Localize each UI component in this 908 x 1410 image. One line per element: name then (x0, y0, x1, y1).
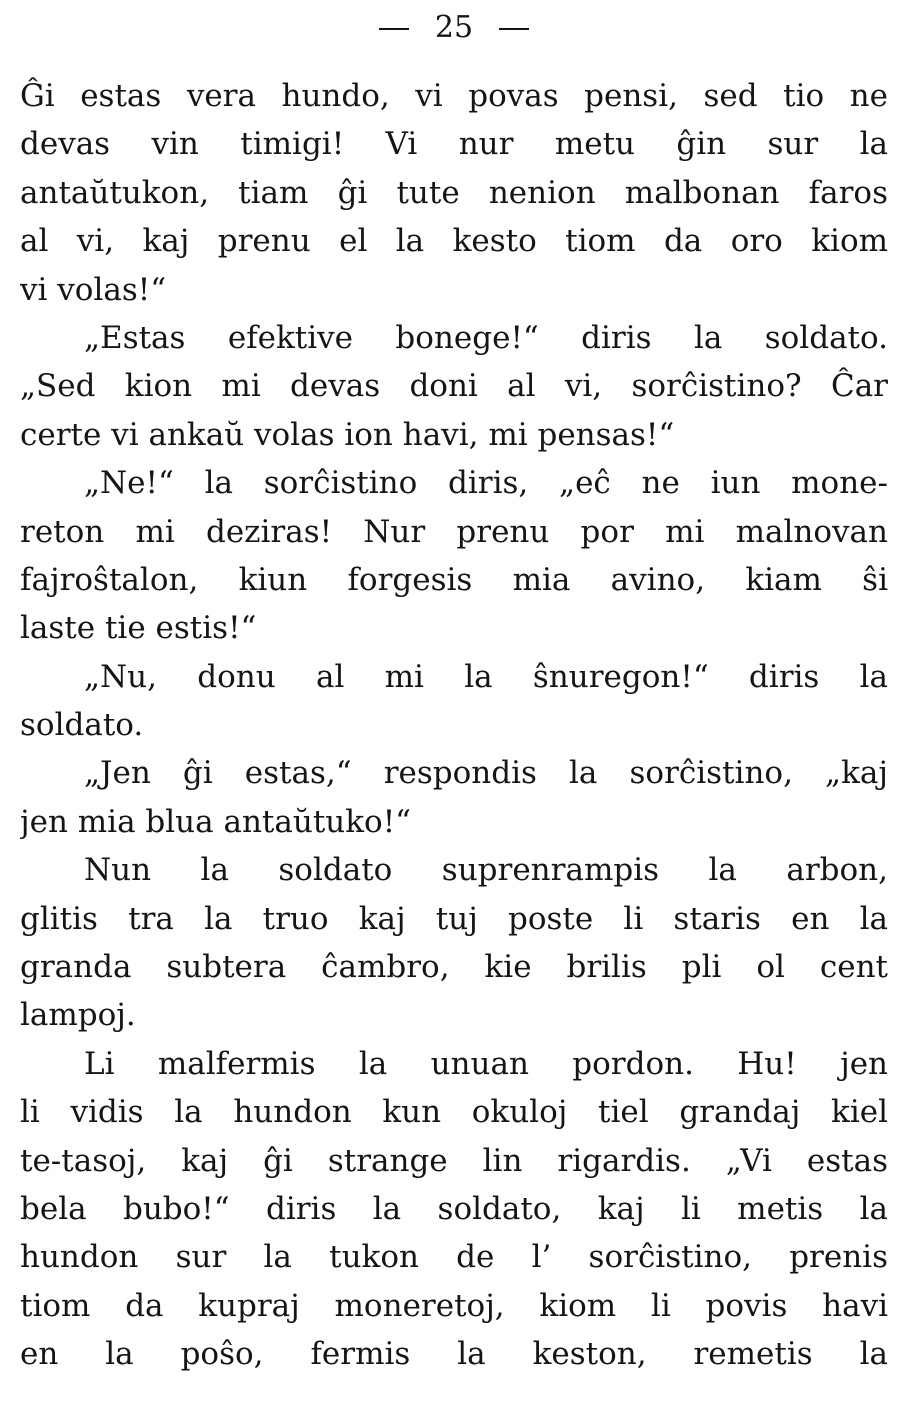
text-line: glitis tra la truo kaj tuj poste li staris en la (20, 900, 888, 937)
text-line: hundon sur la tukon de l’ sorĉistino, prenis (20, 1239, 888, 1276)
header-dash-right (499, 28, 529, 30)
text-line: Li malfermis la unuan pordon. Hu! jen (84, 1045, 888, 1082)
text-line: granda subtera ĉambro, kie brilis pli ol cent (20, 949, 888, 986)
text-line: „Nu, donu al mi la ŝnuregon!“ diris la (84, 658, 888, 695)
text-line: „Estas efektive bonege!“ diris la soldato. (84, 319, 888, 356)
text-line: „Sed kion mi devas doni al vi, sorĉistino? Ĉar (20, 368, 888, 405)
paragraph (20, 653, 888, 750)
text-line: jen mia blua antaŭtuko!“ (20, 803, 412, 840)
page-header (0, 8, 908, 48)
text-line: devas vin timigi! Vi nur metu ĝin sur la (20, 126, 888, 163)
text-line: bela bubo!“ diris la soldato, kaj li metis la (20, 1190, 888, 1227)
text-line: certe vi ankaŭ volas ion havi, mi pensas!“ (20, 416, 675, 453)
text-line: laste tie estis!“ (20, 610, 257, 647)
header-dash-left (379, 28, 409, 30)
text-line: „Ne!“ la sorĉistino diris, „eĉ ne iun mone- (84, 465, 888, 502)
text-line: soldato. (20, 707, 144, 744)
text-line: Nun la soldato suprenrampis la arbon, (84, 852, 888, 889)
text-line: „Jen ĝi estas,“ respondis la sorĉistino, „kaj (84, 755, 888, 792)
paragraph (20, 72, 888, 314)
text-line: reton mi deziras! Nur prenu por mi malnovan (20, 513, 888, 550)
text-line: antaŭtukon, tiam ĝi tute nenion malbonan faros (20, 174, 888, 211)
text-line: Ĝi estas vera hundo, vi povas pensi, sed tio ne (20, 78, 888, 114)
paragraph (20, 749, 888, 846)
text-line: en la poŝo, fermis la keston, remetis la (20, 1336, 888, 1373)
text-line: li vidis la hundon kun okuloj tiel grandaj kiel (20, 1094, 888, 1131)
page-number: 25 (434, 10, 474, 45)
text-line: lampoj. (20, 997, 136, 1034)
paragraph (20, 1040, 888, 1379)
page-text (20, 72, 888, 1379)
text-line: al vi, kaj prenu el la kesto tiom da oro kiom (20, 223, 888, 260)
paragraph (20, 314, 888, 459)
paragraph (20, 459, 888, 653)
text-line: vi volas!“ (20, 271, 167, 308)
paragraph (20, 846, 888, 1040)
text-line: tiom da kupraj moneretoj, kiom li povis havi (20, 1287, 888, 1324)
text-line: fajroŝtalon, kiun forgesis mia avino, kiam ŝi (20, 561, 888, 598)
text-line: te-tasoj, kaj ĝi strange lin rigardis. „Vi estas (20, 1142, 888, 1179)
